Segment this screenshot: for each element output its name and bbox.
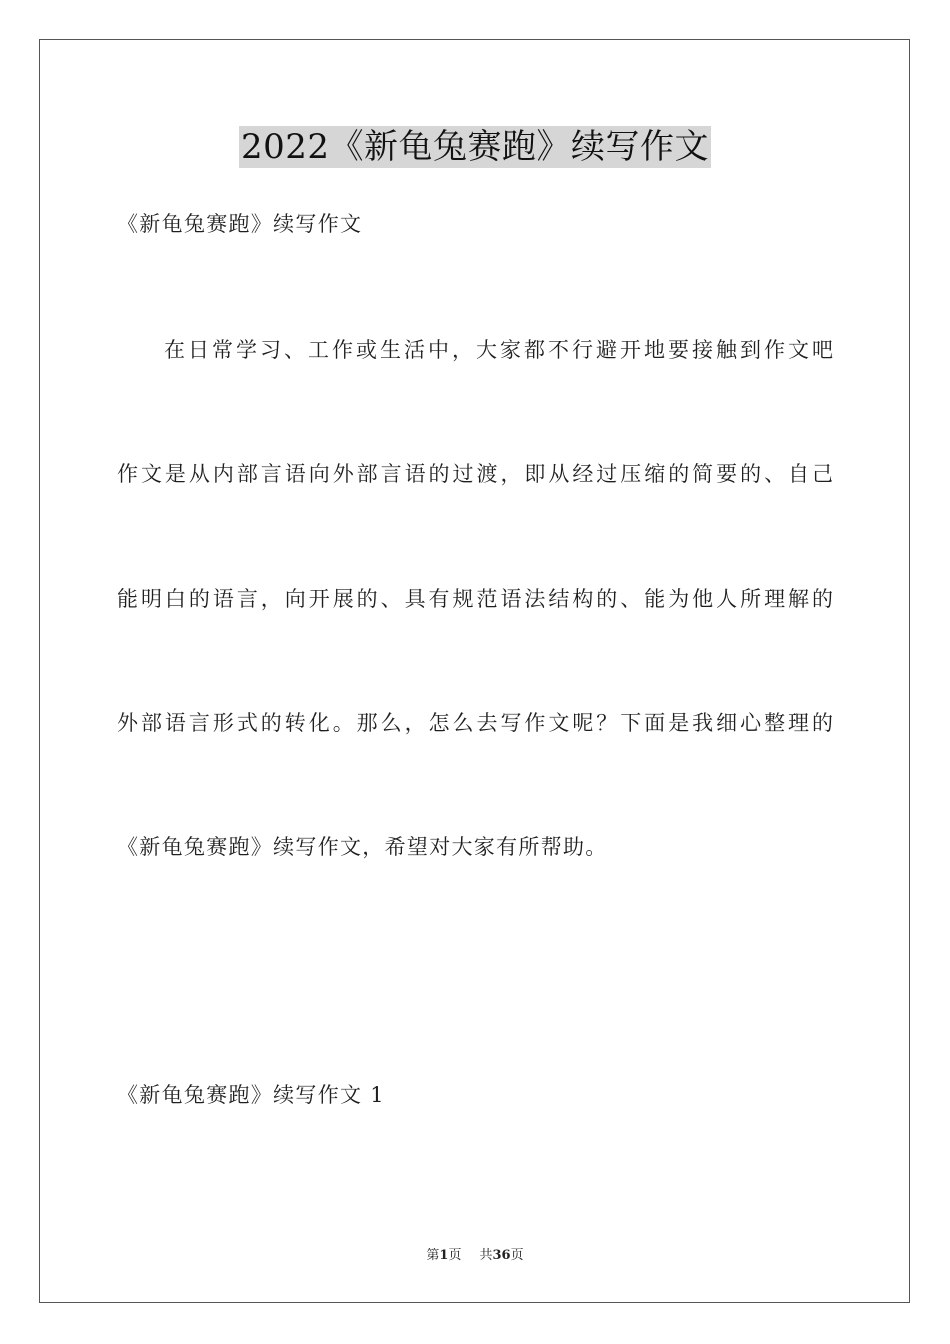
paragraph-line: 在日常学习、工作或生活中，大家都不行避开地要接触到作文吧 <box>164 338 833 362</box>
footer-page-number: 1 <box>439 1248 449 1263</box>
paragraph-line: 外部语言形式的转化。那么，怎么去写作文呢？下面是我细心整理的 <box>117 711 833 735</box>
document-title: 2022《新龟兔赛跑》续写作文 <box>240 127 710 167</box>
paragraph-line: 《新龟兔赛跑》续写作文，希望对大家有所帮助。 <box>117 835 608 859</box>
page-footer <box>0 1248 950 1264</box>
footer-page-prefix: 第 <box>426 1248 440 1263</box>
document-subtitle: 《新龟兔赛跑》续写作文 <box>117 212 363 236</box>
footer-total-prefix: 共 <box>479 1248 493 1263</box>
paragraph-line: 能明白的语言，向开展的、具有规范语法结构的、能为他人所理解的 <box>117 587 833 611</box>
footer-total-suffix: 页 <box>510 1248 524 1263</box>
title-container <box>0 126 950 168</box>
footer-page-suffix: 页 <box>448 1248 462 1263</box>
section-heading: 《新龟兔赛跑》续写作文 1 <box>117 1083 385 1107</box>
paragraph-line: 作文是从内部言语向外部言语的过渡，即从经过压缩的简要的、自己 <box>117 462 833 486</box>
footer-total-pages: 36 <box>492 1248 511 1263</box>
